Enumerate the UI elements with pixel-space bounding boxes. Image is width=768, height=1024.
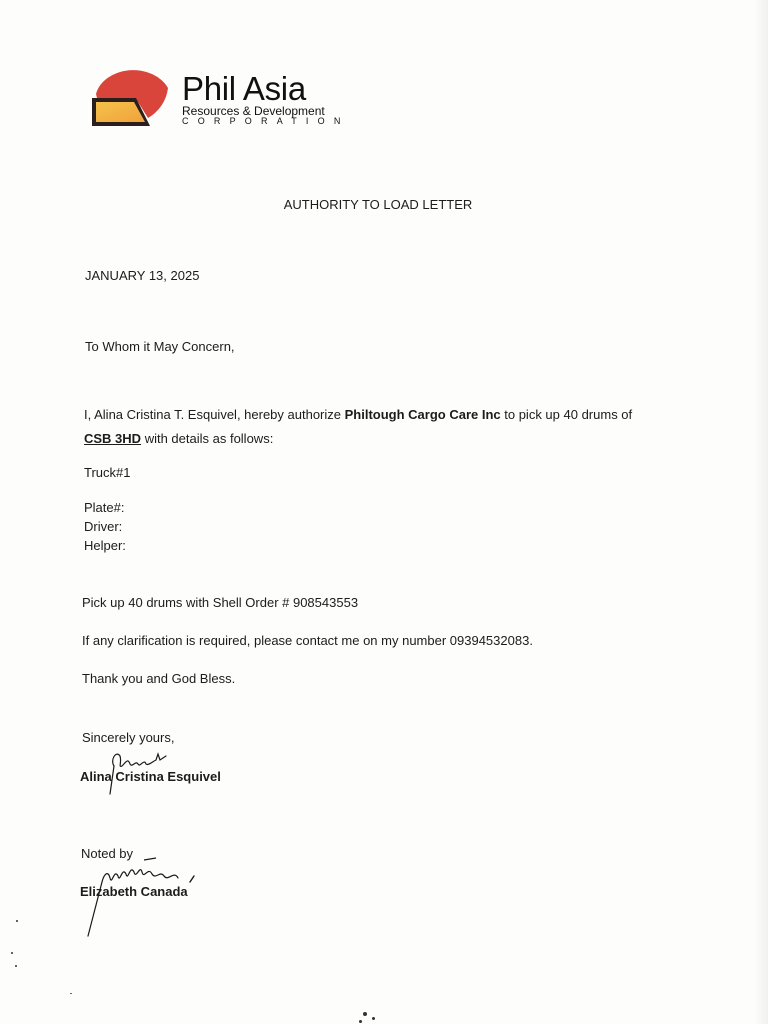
authorized-company: Philtough Cargo Care Inc	[344, 407, 501, 422]
product-name: CSB 3HD	[84, 431, 142, 446]
body-text-1: I, Alina Cristina T. Esquivel, hereby authorize	[84, 407, 345, 422]
logo-mark-icon	[90, 62, 174, 140]
scan-speck	[363, 1012, 367, 1016]
plate-label: Plate#:	[84, 500, 125, 515]
letter-title: AUTHORITY TO LOAD LETTER	[283, 197, 473, 212]
helper-label: Helper:	[84, 538, 126, 553]
truck-label: Truck#1	[84, 465, 131, 480]
scan-speck	[359, 1020, 362, 1023]
body-line-1	[84, 406, 632, 424]
company-corp: CORPORATION	[182, 116, 350, 126]
scan-speck	[15, 965, 17, 967]
body-line-2	[84, 430, 273, 448]
noted-by-name: Elizabeth Canada	[80, 884, 188, 899]
salutation: To Whom it May Concern,	[85, 339, 235, 354]
closing: Sincerely yours,	[82, 730, 175, 745]
body-text-2: to pick up 40 drums of	[500, 407, 633, 422]
scan-speck	[16, 920, 18, 922]
scan-speck	[11, 952, 13, 954]
signatory-name: Alina Cristina Esquivel	[80, 769, 221, 784]
company-subtitle: Resources & Development	[182, 104, 325, 118]
thanks-line: Thank you and God Bless.	[82, 671, 236, 686]
company-name: Phil Asia	[182, 70, 306, 107]
clarification-line: If any clarification is required, please contact me on my number 09394532083.	[82, 633, 533, 648]
scan-edge-shade	[754, 0, 768, 1024]
driver-label: Driver:	[84, 519, 123, 534]
scan-speck	[70, 993, 72, 994]
letter-date: JANUARY 13, 2025	[85, 268, 200, 283]
company-logo	[90, 62, 380, 142]
scan-speck	[372, 1017, 375, 1020]
noted-by-label: Noted by	[81, 846, 134, 861]
pickup-line: Pick up 40 drums with Shell Order # 908543553	[82, 595, 359, 610]
body-text-3: with details as follows:	[141, 431, 274, 446]
